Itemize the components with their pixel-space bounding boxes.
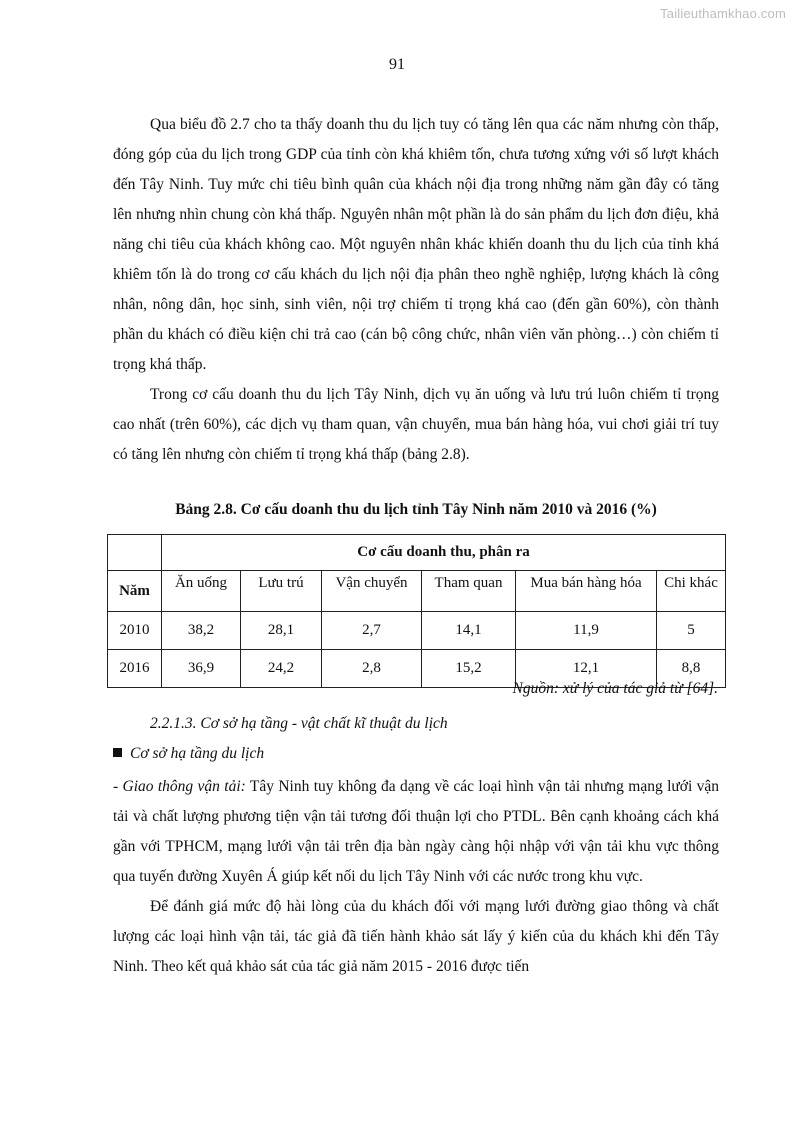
paragraph-3 <box>113 772 719 892</box>
square-bullet-icon <box>113 748 122 757</box>
column-header: Chi khác <box>657 571 726 612</box>
table-cell: 36,9 <box>162 650 241 688</box>
column-header: Tham quan <box>422 571 516 612</box>
body-block-2 <box>113 772 719 982</box>
transport-lead: - Giao thông vận tải: <box>113 778 246 795</box>
column-header: Mua bán hàng hóa <box>516 571 657 612</box>
table-cell: 8,8 <box>657 650 726 688</box>
section-heading: 2.2.1.3. Cơ sở hạ tầng - vật chất kĩ thuật du lịch <box>150 715 448 732</box>
table-cell: 11,9 <box>516 612 657 650</box>
table-group-header: Cơ cấu doanh thu, phân ra <box>162 535 726 571</box>
table-cell: 14,1 <box>422 612 516 650</box>
table-cell: 15,2 <box>422 650 516 688</box>
table-caption: Bảng 2.8. Cơ cấu doanh thu du lịch tỉnh Tây Ninh năm 2010 và 2016 (%) <box>175 501 657 518</box>
table-cell-year: 2016 <box>108 650 162 688</box>
table-row <box>108 612 726 650</box>
transport-body: Tây Ninh tuy không đa dạng về các loại hình vận tải nhưng mạng lưới vận tải và chất lượng phương tiện vận tải tương đối thuận lợi cho PTDL. Bên cạnh khoảng cách khá gần với TPHCM, mạng lưới vận tải trên địa bàn ngày càng hội nhập với vận tải khu vực thông qua tuyến đường Xuyên Á giúp kết nối du lịch Tây Ninh với các nước trong khu vực. <box>113 778 720 885</box>
body-block-1 <box>113 110 719 470</box>
subsection-heading-text: Cơ sở hạ tầng du lịch <box>130 745 265 762</box>
column-header: Lưu trú <box>241 571 322 612</box>
table-cell: 12,1 <box>516 650 657 688</box>
watermark: Tailieuthamkhao.com <box>660 6 786 21</box>
table-cell: 24,2 <box>241 650 322 688</box>
page-number: 91 <box>389 56 405 73</box>
table-cell: 38,2 <box>162 612 241 650</box>
table-cell: 5 <box>657 612 726 650</box>
paragraph-4: Để đánh giá mức độ hài lòng của du khách đối với mạng lưới đường giao thông và chất lượng các loại hình vận tải, tác giả đã tiến hành khảo sát lấy ý kiến của du khách khi đến Tây Ninh. Theo kết quả khảo sát của tác giả năm 2015 - 2016 được tiến <box>113 898 719 975</box>
column-header: Vận chuyển <box>322 571 422 612</box>
subsection-heading <box>113 745 264 763</box>
table-corner-cell <box>108 535 162 571</box>
paragraph-2: Trong cơ cấu doanh thu du lịch Tây Ninh, dịch vụ ăn uống và lưu trú luôn chiếm tỉ trọng cao nhất (trên 60%), các dịch vụ tham quan, vận chuyển, mua bán hàng hóa, vui chơi giải trí tuy có tăng lên nhưng còn chiếm tỉ trọng khá thấp (bảng 2.8). <box>113 386 719 463</box>
table-cell: 28,1 <box>241 612 322 650</box>
table-year-header: Năm <box>108 571 162 612</box>
paragraph-1: Qua biểu đồ 2.7 cho ta thấy doanh thu du lịch tuy có tăng lên qua các năm nhưng còn thấp, đóng góp của du lịch trong GDP của tỉnh còn khá khiêm tốn, chưa tương xứng với số lượt khách đến Tây Ninh. Tuy mức chi tiêu bình quân của khách nội địa trong những năm gần đây có tăng lên nhưng nhìn chung còn khá thấp. Nguyên nhân một phần là do sản phẩm du lịch đơn điệu, khả năng chi tiêu của khách không cao. Một nguyên nhân khác khiến doanh thu du lịch của tỉnh khá khiêm tốn là do trong cơ cấu khách du lịch nội địa phân theo nghề nghiệp, lượng khách là công nhân, nông dân, học sinh, sinh viên, nội trợ chiếm tỉ trọng khá cao (đến gần 60%), còn thành phần du khách có điều kiện chi trả cao (cán bộ công chức, nhân viên văn phòng…) còn chiếm tỉ trọng khá thấp. <box>113 116 719 373</box>
revenue-structure-table <box>107 534 726 688</box>
column-header: Ăn uống <box>162 571 241 612</box>
table-cell: 2,7 <box>322 612 422 650</box>
source-note: Nguồn: xử lý của tác giả từ [64]. <box>512 680 718 697</box>
table-cell-year: 2010 <box>108 612 162 650</box>
table-cell: 2,8 <box>322 650 422 688</box>
